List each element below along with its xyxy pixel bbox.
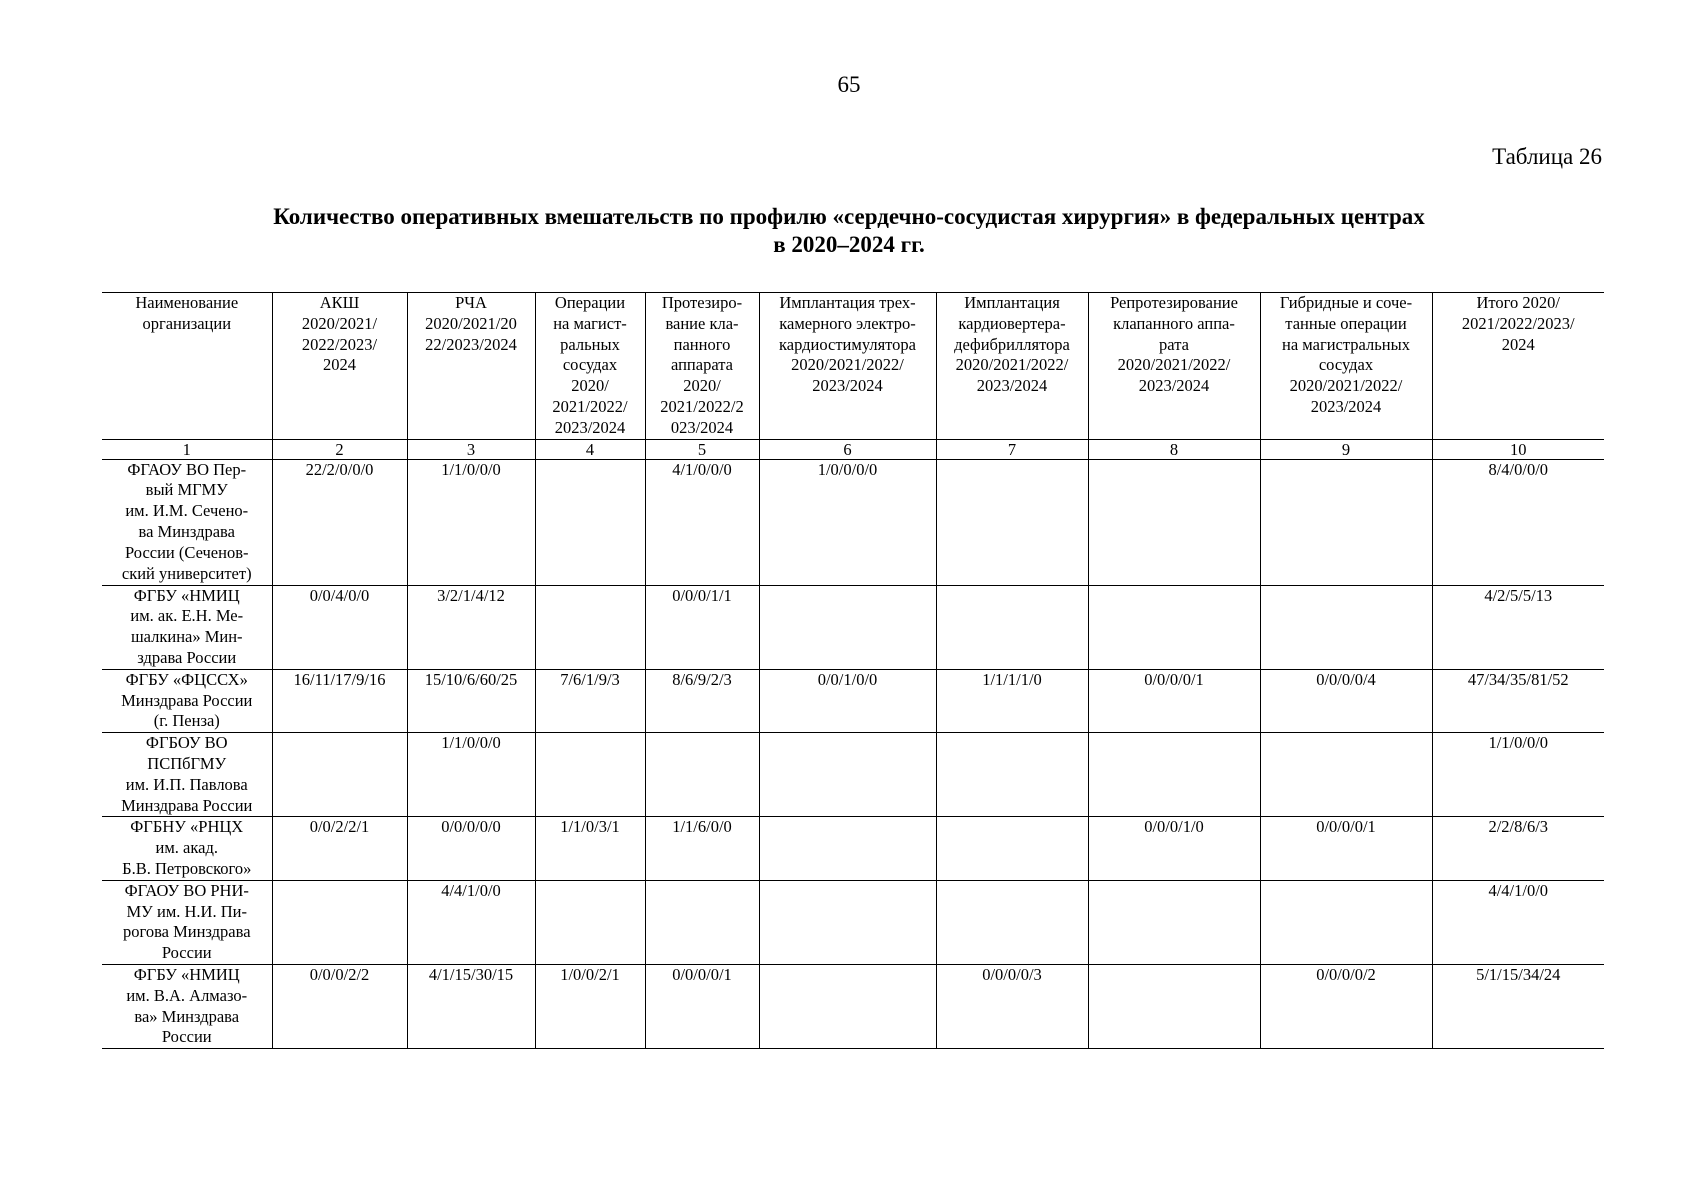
table-cell-col-6 — [759, 880, 936, 964]
table-cell-col-10: 47/34/35/81/52 — [1432, 669, 1604, 732]
column-number-9: 9 — [1260, 439, 1432, 459]
table-cell-col-10: 1/1/0/0/0 — [1432, 733, 1604, 817]
organization-name-line: ФГБУ «НМИЦ — [133, 964, 240, 984]
table-cell-col-4 — [535, 880, 645, 964]
table-cell-col-3: 1/1/0/0/0 — [407, 733, 535, 817]
table-cell-col-8 — [1088, 964, 1260, 1048]
column-header-line: Протезиро- — [661, 293, 743, 312]
organization-name — [102, 964, 272, 1048]
column-header-line: на магистральных — [1282, 334, 1410, 354]
column-header-line: на магист- — [553, 313, 627, 333]
table-cell-col-8 — [1088, 585, 1260, 669]
table-cell-col-5: 4/1/0/0/0 — [645, 459, 759, 585]
table-cell-col-7 — [936, 459, 1088, 585]
organization-name — [102, 817, 272, 880]
column-header-line: организации — [142, 313, 232, 333]
column-header-4 — [535, 293, 645, 440]
table-cell-col-7 — [936, 733, 1088, 817]
column-header-line: РЧА — [455, 293, 487, 312]
column-header-line: 2020/ — [683, 376, 721, 396]
column-header-line: камерного электро- — [779, 313, 916, 333]
organization-name — [102, 669, 272, 732]
table-cell-col-8 — [1088, 733, 1260, 817]
column-header-line: 2020/2021/2022/ — [955, 355, 1069, 375]
table-cell-col-9: 0/0/0/0/2 — [1260, 964, 1432, 1048]
table-cell-col-2: 0/0/4/0/0 — [272, 585, 407, 669]
organization-name-line: ФГАОУ ВО РНИ- — [124, 880, 249, 900]
column-header-3 — [407, 293, 535, 440]
column-header-line: панного — [673, 334, 731, 354]
column-header-line: клапанного аппа- — [1113, 313, 1235, 333]
table-cell-col-4: 1/0/0/2/1 — [535, 964, 645, 1048]
column-number-4: 4 — [535, 439, 645, 459]
table-label: Таблица 26 — [1492, 144, 1602, 169]
table-cell-col-10: 8/4/0/0/0 — [1432, 459, 1604, 585]
table-body — [102, 293, 1604, 1049]
column-header-line: 023/2024 — [670, 417, 734, 437]
column-header-line: танные операции — [1285, 313, 1407, 333]
organization-name-line: ФГАОУ ВО Пер- — [127, 459, 247, 479]
column-header-line: 2020/2021/ — [301, 313, 378, 333]
table-cell-col-2 — [272, 880, 407, 964]
table-cell-col-5 — [645, 880, 759, 964]
organization-name-line: Б.В. Петровского» — [122, 858, 252, 878]
column-number-2: 2 — [272, 439, 407, 459]
column-header-line: рата — [1159, 334, 1189, 354]
table-cell-col-8: 0/0/0/1/0 — [1088, 817, 1260, 880]
column-header-line: 22/2023/2024 — [425, 334, 517, 354]
table-cell-col-3: 3/2/1/4/12 — [407, 585, 535, 669]
column-header-line: 2022/2023/ — [301, 334, 378, 354]
column-number-6: 6 — [759, 439, 936, 459]
column-header-9 — [1260, 293, 1432, 440]
organization-name-line: Минздрава России — [121, 690, 253, 710]
table-cell-col-5: 1/1/6/0/0 — [645, 817, 759, 880]
organization-name-line: им. В.А. Алмазо- — [126, 985, 248, 1005]
table-row — [102, 459, 1604, 585]
table-row — [102, 669, 1604, 732]
table-cell-col-6 — [759, 817, 936, 880]
table-cell-col-7 — [936, 585, 1088, 669]
column-header-line: сосудах — [1318, 355, 1374, 375]
table-title-line-1: Количество оперативных вмешательств по профилю «сердечно-сосудистая хирургия» в федеральных центрах — [273, 204, 1425, 229]
table-cell-col-10: 4/4/1/0/0 — [1432, 880, 1604, 964]
table-cell-col-7 — [936, 880, 1088, 964]
table-cell-col-2 — [272, 733, 407, 817]
column-header-line: Имплантация — [964, 293, 1060, 312]
table-cell-col-3: 15/10/6/60/25 — [407, 669, 535, 732]
column-header-line: вание кла- — [665, 313, 739, 333]
column-number-row — [102, 439, 1604, 459]
table-cell-col-9: 0/0/0/0/4 — [1260, 669, 1432, 732]
column-header-line: 2024 — [1501, 334, 1535, 354]
organization-name-line: ФГБУ «НМИЦ — [133, 585, 240, 605]
table-cell-col-3: 4/4/1/0/0 — [407, 880, 535, 964]
column-header-7 — [936, 293, 1088, 440]
column-number-3: 3 — [407, 439, 535, 459]
organization-name-line: им. И.П. Павлова — [125, 774, 248, 794]
table-cell-col-2: 16/11/17/9/16 — [272, 669, 407, 732]
column-header-line: Операции — [554, 293, 626, 312]
organization-name-line: ПСПбГМУ — [147, 753, 227, 773]
table-cell-col-4 — [535, 459, 645, 585]
organization-name-line: ФГБОУ ВО — [145, 733, 228, 753]
column-number-5: 5 — [645, 439, 759, 459]
column-number-7: 7 — [936, 439, 1088, 459]
table-cell-col-6: 0/0/1/0/0 — [759, 669, 936, 732]
organization-name-line: им. акад. — [155, 838, 218, 858]
table-cell-col-4 — [535, 733, 645, 817]
table-cell-col-8 — [1088, 459, 1260, 585]
table-cell-col-9 — [1260, 459, 1432, 585]
column-number-1: 1 — [102, 439, 272, 459]
table-cell-col-3: 0/0/0/0/0 — [407, 817, 535, 880]
page-number: 65 — [837, 72, 861, 97]
table-row — [102, 733, 1604, 817]
column-header-line: 2023/2024 — [1310, 396, 1382, 416]
organization-name — [102, 459, 272, 585]
organization-name-line: России (Сеченов- — [125, 542, 249, 562]
header-row — [102, 293, 1604, 440]
table-cell-col-2: 0/0/0/2/2 — [272, 964, 407, 1048]
column-header-line: дефибриллятора — [954, 334, 1070, 354]
table-cell-col-6 — [759, 964, 936, 1048]
table-cell-col-4 — [535, 585, 645, 669]
table-cell-col-6: 1/0/0/0/0 — [759, 459, 936, 585]
column-header-line: 2023/2024 — [1138, 376, 1210, 396]
table-cell-col-7: 1/1/1/1/0 — [936, 669, 1088, 732]
column-header-8 — [1088, 293, 1260, 440]
organization-name-line: им. И.М. Сечено- — [125, 501, 249, 521]
table-cell-col-10: 5/1/15/34/24 — [1432, 964, 1604, 1048]
table-row — [102, 964, 1604, 1048]
organization-name-line: им. ак. Е.Н. Ме- — [130, 606, 244, 626]
table-cell-col-5: 8/6/9/2/3 — [645, 669, 759, 732]
table-cell-col-8 — [1088, 880, 1260, 964]
table-cell-col-7: 0/0/0/0/3 — [936, 964, 1088, 1048]
column-header-line: АКШ — [319, 293, 360, 312]
organization-name — [102, 585, 272, 669]
column-header-10 — [1432, 293, 1604, 440]
column-header-line: 2020/2021/2022/ — [1117, 355, 1231, 375]
organization-name-line: шалкина» Мин- — [130, 627, 243, 647]
column-header-line: 2023/2024 — [812, 376, 883, 396]
organization-name-line: ва» Минздрава — [134, 1006, 240, 1026]
column-header-5 — [645, 293, 759, 440]
column-header-line: кардиостимулятора — [779, 334, 916, 354]
table-cell-col-10: 4/2/5/5/13 — [1432, 585, 1604, 669]
table-cell-col-5 — [645, 733, 759, 817]
column-header-line: 2024 — [323, 355, 356, 375]
table-cell-col-6 — [759, 585, 936, 669]
column-header-line: 2020/2021/2022/ — [1289, 376, 1403, 396]
organization-name-line: России — [161, 1027, 212, 1047]
table-cell-col-6 — [759, 733, 936, 817]
table-cell-col-9: 0/0/0/0/1 — [1260, 817, 1432, 880]
organization-name-line: здрава России — [137, 647, 237, 667]
table-cell-col-9 — [1260, 733, 1432, 817]
column-header-line: 2023/2024 — [554, 417, 626, 437]
column-header-line: Репротезирование — [1110, 293, 1238, 312]
column-header-line: Итого 2020/ — [1476, 293, 1560, 312]
organization-name-line: МУ им. Н.И. Пи- — [126, 901, 247, 921]
column-header-line: 2021/2022/2023/ — [1461, 313, 1575, 333]
column-header-line: 2021/2022/ — [552, 396, 628, 416]
column-header-line: ральных — [560, 334, 620, 354]
organization-name-line: России — [161, 943, 212, 963]
organization-name-line: (г. Пенза) — [153, 711, 220, 731]
column-header-line: аппарата — [671, 355, 733, 375]
table-row — [102, 585, 1604, 669]
table-cell-col-4: 1/1/0/3/1 — [535, 817, 645, 880]
table-title-line-2: в 2020–2024 гг. — [773, 232, 925, 257]
organization-name-line: рогова Минздрава — [122, 922, 251, 942]
column-header-line: 2020/2021/20 — [425, 313, 517, 333]
organization-name-line: ФГБУ «ФЦССХ» — [125, 669, 248, 689]
organization-name — [102, 733, 272, 817]
table-cell-col-5: 0/0/0/0/1 — [645, 964, 759, 1048]
organization-name-line: Минздрава России — [121, 795, 253, 815]
column-header-6 — [759, 293, 936, 440]
table-cell-col-9 — [1260, 880, 1432, 964]
column-header-line: кардиовертера- — [958, 313, 1066, 333]
organization-name-line: ФГБНУ «РНЦХ — [130, 817, 244, 837]
column-header-line: Наименование — [135, 293, 239, 312]
organization-name — [102, 880, 272, 964]
column-header-line: сосудах — [562, 355, 618, 375]
table-cell-col-9 — [1260, 585, 1432, 669]
column-number-10: 10 — [1432, 439, 1604, 459]
operations-table — [102, 292, 1604, 1049]
table-title — [100, 203, 1598, 259]
table-cell-col-5: 0/0/0/1/1 — [645, 585, 759, 669]
column-header-line: Гибридные и соче- — [1279, 293, 1413, 312]
column-header-line: 2023/2024 — [976, 376, 1048, 396]
column-header-1 — [102, 293, 272, 440]
table-cell-col-8: 0/0/0/0/1 — [1088, 669, 1260, 732]
column-header-line: Имплантация трех- — [779, 293, 916, 312]
table-cell-col-7 — [936, 817, 1088, 880]
table-cell-col-2: 22/2/0/0/0 — [272, 459, 407, 585]
organization-name-line: ский университет) — [121, 563, 252, 583]
table-cell-col-3: 4/1/15/30/15 — [407, 964, 535, 1048]
organization-name-line: ва Минздрава — [138, 521, 235, 541]
table-cell-col-2: 0/0/2/2/1 — [272, 817, 407, 880]
column-header-line: 2020/ — [571, 376, 609, 396]
column-header-line: 2020/2021/2022/ — [791, 355, 904, 375]
column-number-8: 8 — [1088, 439, 1260, 459]
table-cell-col-3: 1/1/0/0/0 — [407, 459, 535, 585]
organization-name-line: вый МГМУ — [145, 480, 228, 500]
table-row — [102, 880, 1604, 964]
table-cell-col-4: 7/6/1/9/3 — [535, 669, 645, 732]
column-header-line: 2021/2022/2 — [660, 396, 744, 416]
column-header-2 — [272, 293, 407, 440]
table-row — [102, 817, 1604, 880]
table-cell-col-10: 2/2/8/6/3 — [1432, 817, 1604, 880]
